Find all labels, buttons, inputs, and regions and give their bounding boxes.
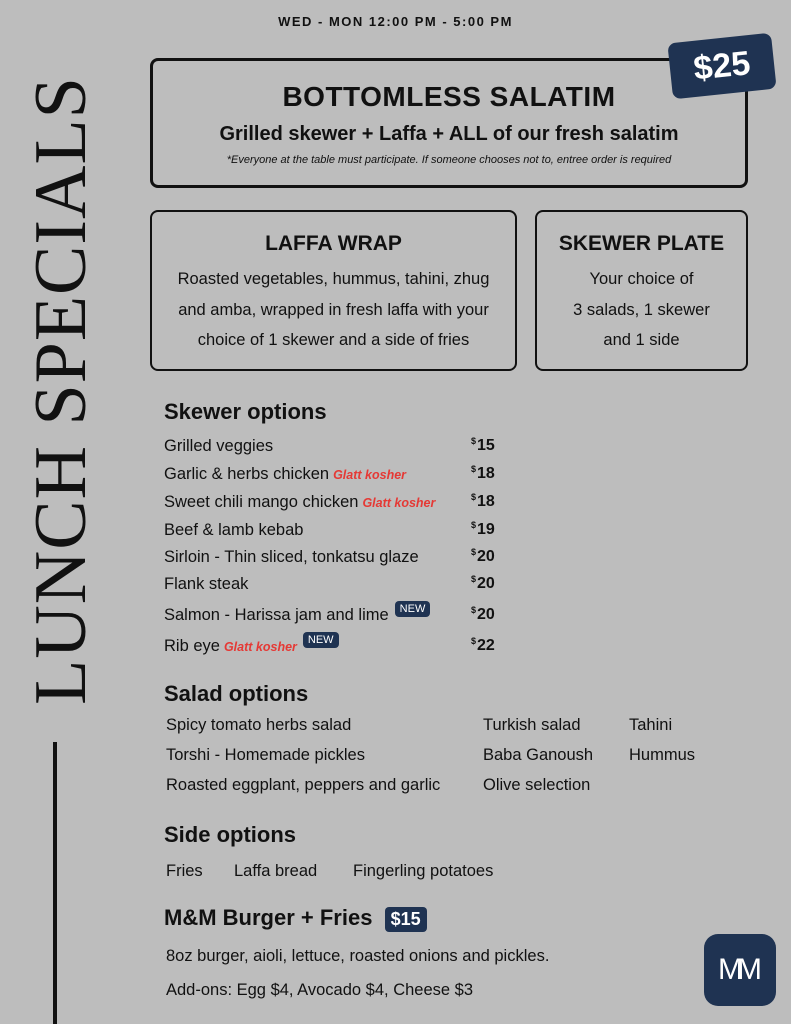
skewer-price-value: 19 <box>477 521 495 538</box>
skewer-item-name: Flank steak <box>164 575 249 593</box>
burger-description: 8oz burger, aioli, lettuce, roasted onions and pickles. <box>166 947 550 965</box>
salad-item: Roasted eggplant, peppers and garlic <box>166 776 441 794</box>
salad-item: Olive selection <box>483 776 591 794</box>
skewer-item <box>164 634 339 656</box>
salad-item: Hummus <box>629 746 696 764</box>
skewer-plate-description <box>537 264 746 356</box>
skewer-item <box>164 521 303 540</box>
currency-symbol: $ <box>471 547 477 557</box>
mm-logo: MM <box>704 934 776 1006</box>
side-title-text: LUNCH SPECIALS <box>19 75 102 705</box>
new-badge: NEW <box>303 632 339 648</box>
skewer-plate-title: SKEWER PLATE <box>558 232 725 255</box>
side-item: Fries <box>166 862 203 880</box>
skewer-item <box>164 437 273 456</box>
glatt-kosher-tag: Glatt kosher <box>333 468 407 482</box>
skewer-item-name: Garlic & herbs chicken <box>164 465 330 483</box>
salad-options-heading: Salad options <box>164 681 309 706</box>
bottomless-box <box>150 58 748 188</box>
side-options-heading: Side options <box>164 822 296 847</box>
skewer-options-heading: Skewer options <box>164 399 327 424</box>
skewer-price-value: 15 <box>477 437 495 454</box>
skewer-item <box>164 548 419 567</box>
laffa-line: and amba, wrapped in fresh laffa with your <box>178 300 489 319</box>
burger-heading: M&M Burger + Fries <box>164 905 373 930</box>
skewer-item-name: Sirloin - Thin sliced, tonkatsu glaze <box>164 548 419 566</box>
currency-symbol: $ <box>471 464 477 474</box>
salad-item: Turkish salad <box>483 716 581 734</box>
salad-item: Tahini <box>629 716 673 734</box>
side-title <box>16 65 106 715</box>
salad-item: Torshi - Homemade pickles <box>166 746 365 764</box>
bottomless-note: *Everyone at the table must participate. If someone chooses not to, entree order is required <box>226 154 672 166</box>
currency-symbol: $ <box>471 605 477 615</box>
skewer-item-name: Beef & lamb kebab <box>164 521 304 539</box>
skewer-item <box>164 575 248 594</box>
hours-banner: WED - MON 12:00 PM - 5:00 PM <box>278 14 513 29</box>
skewer-item-name: Rib eye <box>164 637 220 655</box>
currency-symbol: $ <box>471 492 477 502</box>
skewer-plate-box <box>535 210 748 371</box>
skewer-price-value: 18 <box>477 465 495 482</box>
skewer-price <box>471 575 495 593</box>
skewer-plate-line: 3 salads, 1 skewer <box>573 300 710 319</box>
laffa-wrap-box <box>150 210 517 371</box>
skewer-price <box>471 465 495 483</box>
skewer-price <box>471 548 495 566</box>
bottomless-price-badge: $25 <box>667 33 776 100</box>
bottomless-title: BOTTOMLESS SALATIM <box>282 81 616 112</box>
side-divider <box>53 742 57 1024</box>
currency-symbol: $ <box>471 520 477 530</box>
salad-item: Baba Ganoush <box>483 746 594 764</box>
skewer-item-name: Grilled veggies <box>164 437 274 455</box>
side-item: Fingerling potatoes <box>353 862 494 880</box>
skewer-price <box>471 437 495 455</box>
laffa-description <box>152 264 515 356</box>
skewer-price-value: 20 <box>477 606 495 623</box>
skewer-price-value: 20 <box>477 548 495 565</box>
laffa-line: Roasted vegetables, hummus, tahini, zhug <box>177 270 490 288</box>
currency-symbol: $ <box>471 574 477 584</box>
currency-symbol: $ <box>471 436 477 446</box>
skewer-price <box>471 606 495 624</box>
burger-addons: Add-ons: Egg $4, Avocado $4, Cheese $3 <box>166 981 474 999</box>
skewer-item <box>164 603 430 625</box>
bottomless-subtitle: Grilled skewer + Laffa + ALL of our fresh salatim <box>219 123 679 145</box>
laffa-line: choice of 1 skewer and a side of fries <box>197 331 470 349</box>
skewer-price <box>471 521 495 539</box>
glatt-kosher-tag: Glatt kosher <box>223 640 297 654</box>
skewer-price-value: 18 <box>477 493 495 510</box>
skewer-item <box>164 493 435 512</box>
skewer-plate-line: Your choice of <box>589 270 694 288</box>
skewer-item-name: Sweet chili mango chicken <box>164 493 359 511</box>
glatt-kosher-tag: Glatt kosher <box>362 496 436 510</box>
skewer-item-name: Salmon - Harissa jam and lime <box>164 606 389 624</box>
skewer-item <box>164 465 406 484</box>
burger-price-badge: $15 <box>385 907 427 932</box>
skewer-plate-line: and 1 side <box>603 331 680 349</box>
skewer-price-value: 20 <box>477 575 495 592</box>
skewer-price-value: 22 <box>477 637 495 654</box>
skewer-price <box>471 493 495 511</box>
laffa-title: LAFFA WRAP <box>265 232 402 255</box>
currency-symbol: $ <box>471 636 477 646</box>
salad-item: Spicy tomato herbs salad <box>166 716 352 734</box>
skewer-price <box>471 637 495 655</box>
new-badge: NEW <box>395 601 431 617</box>
side-item: Laffa bread <box>234 862 318 880</box>
burger-heading-row <box>164 905 427 932</box>
